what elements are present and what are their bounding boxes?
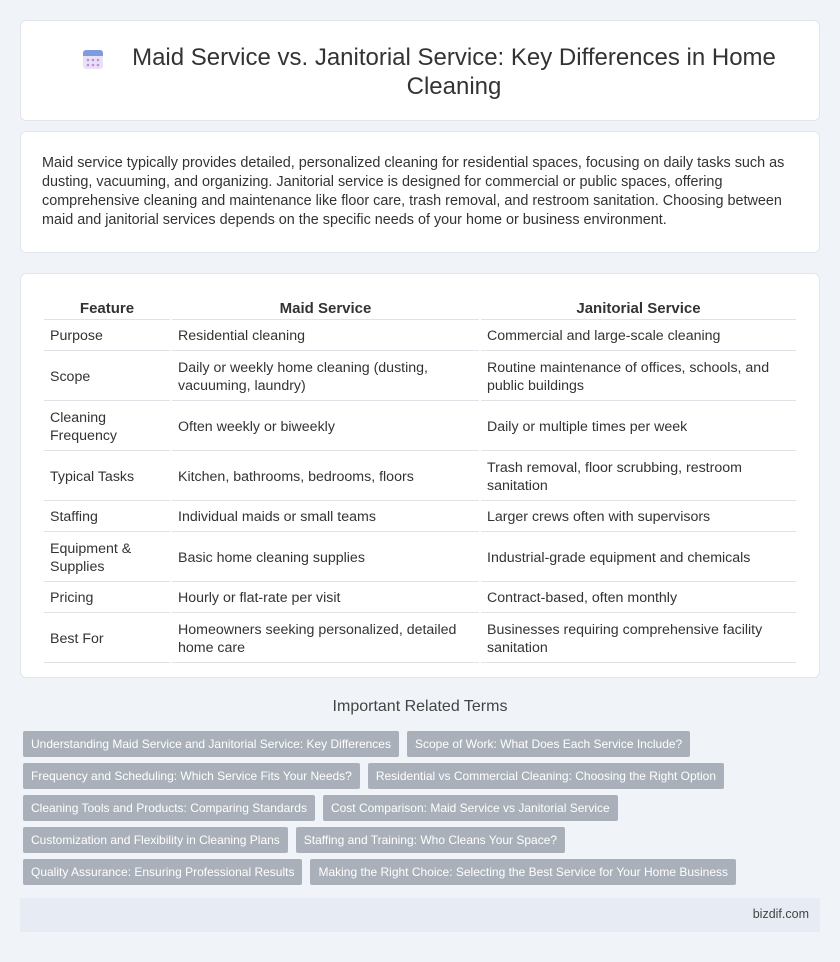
table-row [44, 534, 796, 582]
related-term-tag[interactable]: Customization and Flexibility in Cleaning Plans [23, 827, 288, 853]
page-title: Maid Service vs. Janitorial Service: Key Differences in Home Cleaning [132, 44, 776, 100]
table-row [44, 353, 796, 401]
table-row [44, 322, 796, 351]
table-row [44, 403, 796, 451]
maid-cell: Residential cleaning [172, 322, 479, 351]
related-term-tag[interactable]: Understanding Maid Service and Janitorial Service: Key Differences [23, 731, 399, 757]
janitorial-cell: Commercial and large-scale cleaning [481, 322, 796, 351]
header-maid-service: Maid Service [172, 296, 479, 320]
janitorial-cell: Industrial-grade equipment and chemicals [481, 534, 796, 582]
maid-cell: Individual maids or small teams [172, 503, 479, 532]
feature-cell: Pricing [44, 584, 170, 613]
header-feature: Feature [44, 296, 170, 320]
maid-cell: Often weekly or biweekly [172, 403, 479, 451]
comparison-table [42, 294, 798, 665]
janitorial-cell: Contract-based, often monthly [481, 584, 796, 613]
related-term-tag[interactable]: Staffing and Training: Who Cleans Your Space? [296, 827, 565, 853]
related-term-tag[interactable]: Making the Right Choice: Selecting the Best Service for Your Home Business [310, 859, 736, 885]
janitorial-cell: Routine maintenance of offices, schools, and public buildings [481, 353, 796, 401]
feature-cell: Scope [44, 353, 170, 401]
related-terms-list [23, 731, 823, 891]
table-row [44, 584, 796, 613]
maid-cell: Daily or weekly home cleaning (dusting, vacuuming, laundry) [172, 353, 479, 401]
maid-cell: Kitchen, bathrooms, bedrooms, floors [172, 453, 479, 501]
feature-cell: Equipment & Supplies [44, 534, 170, 582]
related-term-tag[interactable]: Cleaning Tools and Products: Comparing Standards [23, 795, 315, 821]
table-row [44, 615, 796, 663]
table-header-row [44, 296, 796, 320]
janitorial-cell: Daily or multiple times per week [481, 403, 796, 451]
feature-cell: Typical Tasks [44, 453, 170, 501]
intro-card [20, 131, 820, 253]
feature-cell: Purpose [44, 322, 170, 351]
maid-cell: Homeowners seeking personalized, detailed home care [172, 615, 479, 663]
feature-cell: Staffing [44, 503, 170, 532]
janitorial-cell: Businesses requiring comprehensive facility sanitation [481, 615, 796, 663]
related-terms-heading: Important Related Terms [332, 698, 508, 715]
maid-cell: Hourly or flat-rate per visit [172, 584, 479, 613]
comparison-card [20, 273, 820, 678]
table-row [44, 503, 796, 532]
related-term-tag[interactable]: Residential vs Commercial Cleaning: Choosing the Right Option [368, 763, 724, 789]
table-row [44, 453, 796, 501]
footer-site-link[interactable]: bizdif.com [752, 907, 809, 921]
related-term-tag[interactable]: Scope of Work: What Does Each Service Include? [407, 731, 690, 757]
related-term-tag[interactable]: Frequency and Scheduling: Which Service Fits Your Needs? [23, 763, 360, 789]
maid-cell: Basic home cleaning supplies [172, 534, 479, 582]
intro-paragraph: Maid service typically provides detailed, personalized cleaning for residential spaces, focusing on daily tasks such as dusting, vacuuming, and organizing. Janitorial service is designed for commercial or public spaces, offering comprehensive cleaning and maintenance like floor care, trash removal, and restroom sanitation. Choosing between maid and janitorial services depends on the specific needs of your home or business environment. [42, 155, 785, 228]
related-term-tag[interactable]: Cost Comparison: Maid Service vs Janitorial Service [323, 795, 618, 821]
header-card [20, 20, 820, 121]
janitorial-cell: Larger crews often with supervisors [481, 503, 796, 532]
header-janitorial-service: Janitorial Service [481, 296, 796, 320]
feature-cell: Cleaning Frequency [44, 403, 170, 451]
related-term-tag[interactable]: Quality Assurance: Ensuring Professional Results [23, 859, 302, 885]
footer-bar [20, 898, 820, 932]
feature-cell: Best For [44, 615, 170, 663]
janitorial-cell: Trash removal, floor scrubbing, restroom sanitation [481, 453, 796, 501]
